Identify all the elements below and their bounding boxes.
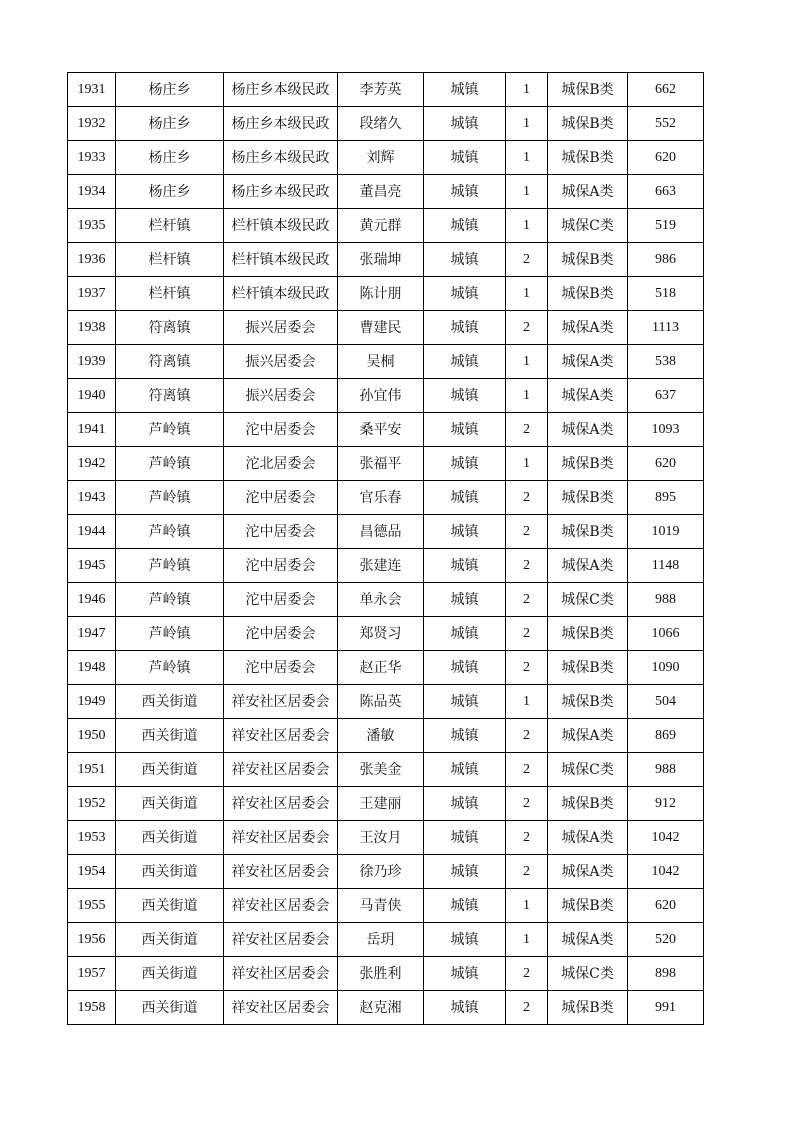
unit-cell: 祥安社区居委会: [224, 821, 338, 855]
recipient-name-cell: 赵正华: [338, 651, 424, 685]
recipient-name-cell: 张瑞坤: [338, 243, 424, 277]
unit-cell: 栏杆镇本级民政: [224, 277, 338, 311]
serial-number-cell: 1938: [68, 311, 116, 345]
township-cell: 西关街道: [116, 991, 224, 1025]
serial-number-cell: 1953: [68, 821, 116, 855]
unit-cell: 振兴居委会: [224, 379, 338, 413]
serial-number-cell: 1956: [68, 923, 116, 957]
unit-cell: 沱中居委会: [224, 651, 338, 685]
area-type-cell: 城镇: [424, 447, 506, 481]
category-cell: 城保B类: [548, 277, 628, 311]
recipient-name-cell: 张福平: [338, 447, 424, 481]
category-cell: 城保A类: [548, 311, 628, 345]
table-row: [68, 481, 704, 515]
serial-number-cell: 1942: [68, 447, 116, 481]
household-count-cell: 2: [506, 821, 548, 855]
benefit-roster-table: [67, 72, 704, 1025]
recipient-name-cell: 潘敏: [338, 719, 424, 753]
amount-cell: 662: [628, 73, 704, 107]
recipient-name-cell: 马青侠: [338, 889, 424, 923]
table-row: [68, 209, 704, 243]
township-cell: 芦岭镇: [116, 617, 224, 651]
table-row: [68, 243, 704, 277]
serial-number-cell: 1934: [68, 175, 116, 209]
table-row: [68, 583, 704, 617]
unit-cell: 沱中居委会: [224, 413, 338, 447]
recipient-name-cell: 张建连: [338, 549, 424, 583]
recipient-name-cell: 岳玥: [338, 923, 424, 957]
category-cell: 城保A类: [548, 719, 628, 753]
amount-cell: 504: [628, 685, 704, 719]
category-cell: 城保B类: [548, 447, 628, 481]
serial-number-cell: 1933: [68, 141, 116, 175]
township-cell: 芦岭镇: [116, 447, 224, 481]
household-count-cell: 2: [506, 855, 548, 889]
serial-number-cell: 1952: [68, 787, 116, 821]
amount-cell: 988: [628, 753, 704, 787]
unit-cell: 祥安社区居委会: [224, 685, 338, 719]
table-row: [68, 685, 704, 719]
unit-cell: 杨庄乡本级民政: [224, 141, 338, 175]
recipient-name-cell: 王汝月: [338, 821, 424, 855]
recipient-name-cell: 昌德品: [338, 515, 424, 549]
township-cell: 芦岭镇: [116, 583, 224, 617]
amount-cell: 620: [628, 889, 704, 923]
category-cell: 城保C类: [548, 583, 628, 617]
township-cell: 西关街道: [116, 957, 224, 991]
amount-cell: 869: [628, 719, 704, 753]
household-count-cell: 1: [506, 73, 548, 107]
area-type-cell: 城镇: [424, 719, 506, 753]
table-row: [68, 311, 704, 345]
unit-cell: 祥安社区居委会: [224, 753, 338, 787]
amount-cell: 620: [628, 447, 704, 481]
recipient-name-cell: 官乐春: [338, 481, 424, 515]
unit-cell: 沱中居委会: [224, 481, 338, 515]
serial-number-cell: 1947: [68, 617, 116, 651]
category-cell: 城保C类: [548, 753, 628, 787]
household-count-cell: 2: [506, 549, 548, 583]
township-cell: 西关街道: [116, 719, 224, 753]
township-cell: 西关街道: [116, 889, 224, 923]
household-count-cell: 1: [506, 379, 548, 413]
table-row: [68, 141, 704, 175]
serial-number-cell: 1931: [68, 73, 116, 107]
area-type-cell: 城镇: [424, 311, 506, 345]
table-row: [68, 379, 704, 413]
household-count-cell: 1: [506, 107, 548, 141]
township-cell: 杨庄乡: [116, 73, 224, 107]
amount-cell: 552: [628, 107, 704, 141]
township-cell: 杨庄乡: [116, 141, 224, 175]
area-type-cell: 城镇: [424, 379, 506, 413]
recipient-name-cell: 董昌亮: [338, 175, 424, 209]
table-row: [68, 923, 704, 957]
table-row: [68, 719, 704, 753]
serial-number-cell: 1957: [68, 957, 116, 991]
household-count-cell: 1: [506, 923, 548, 957]
serial-number-cell: 1945: [68, 549, 116, 583]
recipient-name-cell: 陈计朋: [338, 277, 424, 311]
recipient-name-cell: 单永会: [338, 583, 424, 617]
table-row: [68, 855, 704, 889]
household-count-cell: 2: [506, 617, 548, 651]
category-cell: 城保B类: [548, 515, 628, 549]
household-count-cell: 2: [506, 787, 548, 821]
amount-cell: 1093: [628, 413, 704, 447]
document-page: [67, 72, 704, 1025]
unit-cell: 振兴居委会: [224, 311, 338, 345]
township-cell: 芦岭镇: [116, 515, 224, 549]
table-row: [68, 821, 704, 855]
unit-cell: 振兴居委会: [224, 345, 338, 379]
amount-cell: 1042: [628, 821, 704, 855]
area-type-cell: 城镇: [424, 175, 506, 209]
area-type-cell: 城镇: [424, 787, 506, 821]
category-cell: 城保B类: [548, 685, 628, 719]
township-cell: 栏杆镇: [116, 243, 224, 277]
area-type-cell: 城镇: [424, 243, 506, 277]
amount-cell: 620: [628, 141, 704, 175]
amount-cell: 1066: [628, 617, 704, 651]
area-type-cell: 城镇: [424, 107, 506, 141]
serial-number-cell: 1937: [68, 277, 116, 311]
household-count-cell: 2: [506, 515, 548, 549]
household-count-cell: 1: [506, 209, 548, 243]
category-cell: 城保B类: [548, 651, 628, 685]
area-type-cell: 城镇: [424, 889, 506, 923]
unit-cell: 祥安社区居委会: [224, 957, 338, 991]
area-type-cell: 城镇: [424, 583, 506, 617]
serial-number-cell: 1941: [68, 413, 116, 447]
township-cell: 芦岭镇: [116, 413, 224, 447]
township-cell: 西关街道: [116, 923, 224, 957]
category-cell: 城保C类: [548, 209, 628, 243]
amount-cell: 637: [628, 379, 704, 413]
area-type-cell: 城镇: [424, 141, 506, 175]
amount-cell: 895: [628, 481, 704, 515]
township-cell: 符离镇: [116, 311, 224, 345]
table-row: [68, 889, 704, 923]
unit-cell: 杨庄乡本级民政: [224, 73, 338, 107]
category-cell: 城保B类: [548, 991, 628, 1025]
amount-cell: 1113: [628, 311, 704, 345]
area-type-cell: 城镇: [424, 209, 506, 243]
recipient-name-cell: 王建丽: [338, 787, 424, 821]
recipient-name-cell: 张美金: [338, 753, 424, 787]
recipient-name-cell: 陈品英: [338, 685, 424, 719]
township-cell: 芦岭镇: [116, 481, 224, 515]
serial-number-cell: 1954: [68, 855, 116, 889]
table-body: [68, 73, 704, 1025]
table-row: [68, 175, 704, 209]
area-type-cell: 城镇: [424, 855, 506, 889]
household-count-cell: 1: [506, 175, 548, 209]
township-cell: 栏杆镇: [116, 277, 224, 311]
unit-cell: 祥安社区居委会: [224, 855, 338, 889]
serial-number-cell: 1935: [68, 209, 116, 243]
township-cell: 芦岭镇: [116, 549, 224, 583]
household-count-cell: 2: [506, 481, 548, 515]
township-cell: 杨庄乡: [116, 107, 224, 141]
serial-number-cell: 1955: [68, 889, 116, 923]
category-cell: 城保A类: [548, 345, 628, 379]
unit-cell: 祥安社区居委会: [224, 787, 338, 821]
township-cell: 西关街道: [116, 821, 224, 855]
township-cell: 西关街道: [116, 855, 224, 889]
area-type-cell: 城镇: [424, 515, 506, 549]
household-count-cell: 2: [506, 413, 548, 447]
area-type-cell: 城镇: [424, 923, 506, 957]
household-count-cell: 1: [506, 345, 548, 379]
area-type-cell: 城镇: [424, 991, 506, 1025]
serial-number-cell: 1944: [68, 515, 116, 549]
household-count-cell: 1: [506, 141, 548, 175]
household-count-cell: 1: [506, 277, 548, 311]
household-count-cell: 2: [506, 243, 548, 277]
table-row: [68, 447, 704, 481]
amount-cell: 988: [628, 583, 704, 617]
unit-cell: 沱北居委会: [224, 447, 338, 481]
table-row: [68, 651, 704, 685]
table-row: [68, 277, 704, 311]
unit-cell: 沱中居委会: [224, 549, 338, 583]
category-cell: 城保A类: [548, 175, 628, 209]
area-type-cell: 城镇: [424, 753, 506, 787]
amount-cell: 991: [628, 991, 704, 1025]
unit-cell: 沱中居委会: [224, 583, 338, 617]
amount-cell: 1019: [628, 515, 704, 549]
category-cell: 城保B类: [548, 787, 628, 821]
serial-number-cell: 1946: [68, 583, 116, 617]
amount-cell: 912: [628, 787, 704, 821]
recipient-name-cell: 郑贤习: [338, 617, 424, 651]
table-row: [68, 413, 704, 447]
unit-cell: 杨庄乡本级民政: [224, 107, 338, 141]
area-type-cell: 城镇: [424, 73, 506, 107]
recipient-name-cell: 桑平安: [338, 413, 424, 447]
household-count-cell: 2: [506, 957, 548, 991]
recipient-name-cell: 黄元群: [338, 209, 424, 243]
category-cell: 城保B类: [548, 243, 628, 277]
category-cell: 城保A类: [548, 379, 628, 413]
table-row: [68, 753, 704, 787]
area-type-cell: 城镇: [424, 651, 506, 685]
area-type-cell: 城镇: [424, 549, 506, 583]
household-count-cell: 2: [506, 311, 548, 345]
recipient-name-cell: 吴桐: [338, 345, 424, 379]
unit-cell: 祥安社区居委会: [224, 719, 338, 753]
household-count-cell: 1: [506, 889, 548, 923]
township-cell: 芦岭镇: [116, 651, 224, 685]
recipient-name-cell: 孙宜伟: [338, 379, 424, 413]
category-cell: 城保A类: [548, 821, 628, 855]
serial-number-cell: 1939: [68, 345, 116, 379]
recipient-name-cell: 张胜利: [338, 957, 424, 991]
amount-cell: 538: [628, 345, 704, 379]
category-cell: 城保B类: [548, 617, 628, 651]
table-row: [68, 991, 704, 1025]
table-row: [68, 549, 704, 583]
township-cell: 杨庄乡: [116, 175, 224, 209]
unit-cell: 祥安社区居委会: [224, 923, 338, 957]
household-count-cell: 2: [506, 651, 548, 685]
township-cell: 西关街道: [116, 753, 224, 787]
township-cell: 栏杆镇: [116, 209, 224, 243]
amount-cell: 986: [628, 243, 704, 277]
category-cell: 城保B类: [548, 141, 628, 175]
serial-number-cell: 1936: [68, 243, 116, 277]
unit-cell: 栏杆镇本级民政: [224, 243, 338, 277]
category-cell: 城保A类: [548, 413, 628, 447]
household-count-cell: 2: [506, 991, 548, 1025]
serial-number-cell: 1940: [68, 379, 116, 413]
serial-number-cell: 1949: [68, 685, 116, 719]
category-cell: 城保B类: [548, 107, 628, 141]
recipient-name-cell: 徐乃珍: [338, 855, 424, 889]
category-cell: 城保A类: [548, 549, 628, 583]
recipient-name-cell: 赵克湘: [338, 991, 424, 1025]
recipient-name-cell: 李芳英: [338, 73, 424, 107]
serial-number-cell: 1943: [68, 481, 116, 515]
township-cell: 符离镇: [116, 345, 224, 379]
amount-cell: 898: [628, 957, 704, 991]
category-cell: 城保A类: [548, 923, 628, 957]
category-cell: 城保B类: [548, 481, 628, 515]
amount-cell: 663: [628, 175, 704, 209]
household-count-cell: 2: [506, 719, 548, 753]
table-row: [68, 345, 704, 379]
table-row: [68, 515, 704, 549]
amount-cell: 520: [628, 923, 704, 957]
table-row: [68, 107, 704, 141]
unit-cell: 杨庄乡本级民政: [224, 175, 338, 209]
table-row: [68, 957, 704, 991]
township-cell: 符离镇: [116, 379, 224, 413]
serial-number-cell: 1948: [68, 651, 116, 685]
household-count-cell: 2: [506, 753, 548, 787]
area-type-cell: 城镇: [424, 821, 506, 855]
recipient-name-cell: 段绪久: [338, 107, 424, 141]
serial-number-cell: 1950: [68, 719, 116, 753]
area-type-cell: 城镇: [424, 481, 506, 515]
household-count-cell: 2: [506, 583, 548, 617]
amount-cell: 518: [628, 277, 704, 311]
category-cell: 城保C类: [548, 957, 628, 991]
category-cell: 城保B类: [548, 73, 628, 107]
township-cell: 西关街道: [116, 787, 224, 821]
township-cell: 西关街道: [116, 685, 224, 719]
unit-cell: 沱中居委会: [224, 515, 338, 549]
recipient-name-cell: 刘辉: [338, 141, 424, 175]
table-row: [68, 617, 704, 651]
serial-number-cell: 1958: [68, 991, 116, 1025]
amount-cell: 1090: [628, 651, 704, 685]
category-cell: 城保A类: [548, 855, 628, 889]
area-type-cell: 城镇: [424, 617, 506, 651]
table-row: [68, 73, 704, 107]
amount-cell: 1148: [628, 549, 704, 583]
serial-number-cell: 1932: [68, 107, 116, 141]
area-type-cell: 城镇: [424, 277, 506, 311]
area-type-cell: 城镇: [424, 345, 506, 379]
category-cell: 城保B类: [548, 889, 628, 923]
area-type-cell: 城镇: [424, 413, 506, 447]
table-row: [68, 787, 704, 821]
recipient-name-cell: 曹建民: [338, 311, 424, 345]
unit-cell: 沱中居委会: [224, 617, 338, 651]
unit-cell: 栏杆镇本级民政: [224, 209, 338, 243]
unit-cell: 祥安社区居委会: [224, 889, 338, 923]
unit-cell: 祥安社区居委会: [224, 991, 338, 1025]
serial-number-cell: 1951: [68, 753, 116, 787]
household-count-cell: 1: [506, 685, 548, 719]
amount-cell: 1042: [628, 855, 704, 889]
household-count-cell: 1: [506, 447, 548, 481]
area-type-cell: 城镇: [424, 685, 506, 719]
area-type-cell: 城镇: [424, 957, 506, 991]
amount-cell: 519: [628, 209, 704, 243]
